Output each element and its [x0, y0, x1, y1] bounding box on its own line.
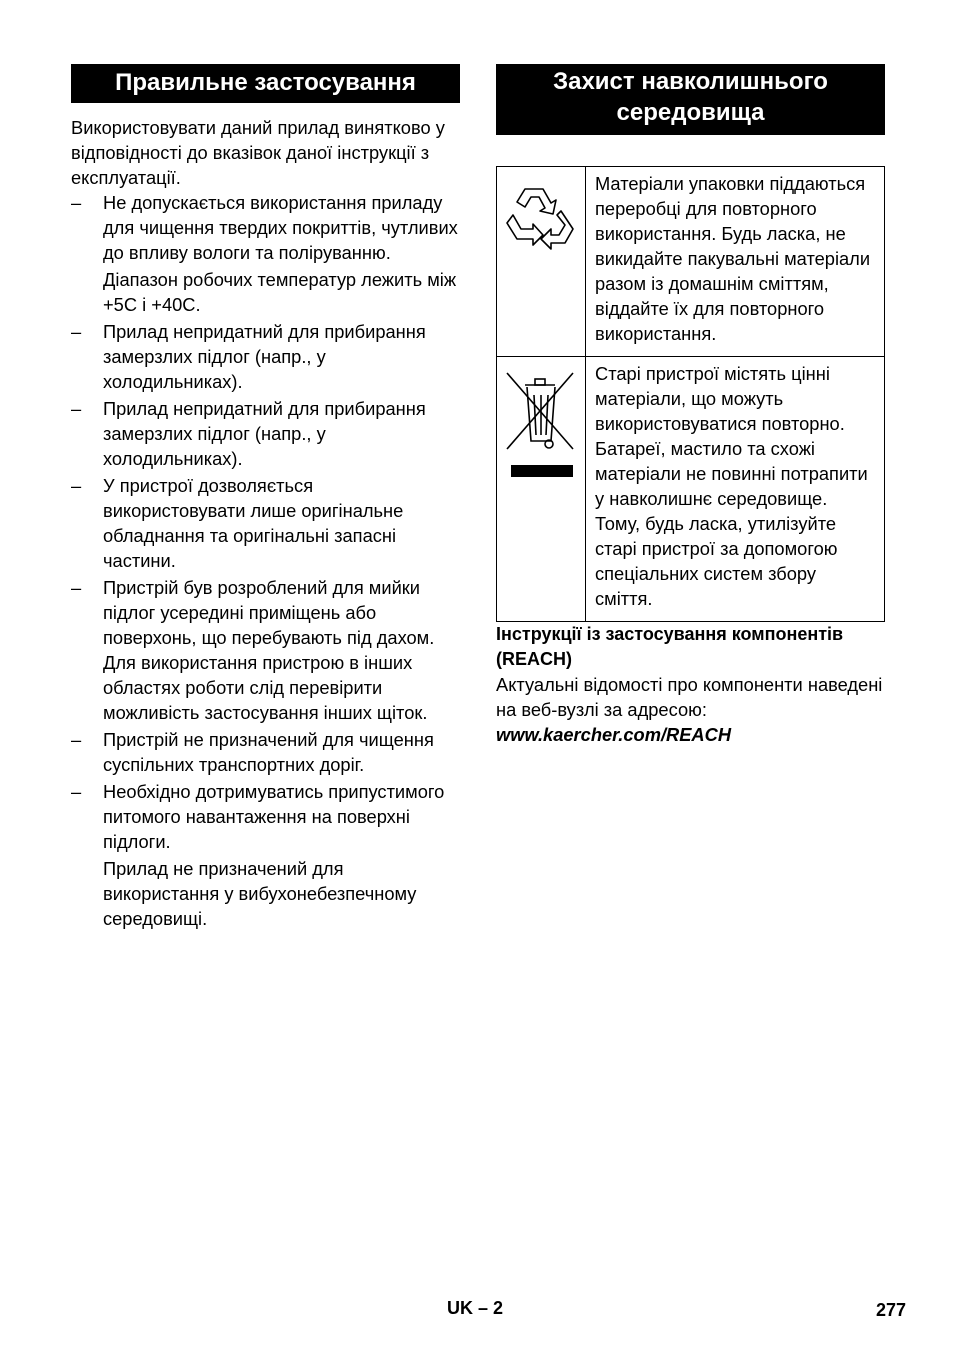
reach-heading: Інструкції із застосування компонентів (REACH)	[496, 624, 844, 669]
list-item: – У пристрої дозволяється використовувати лише оригінальне обладнання та оригінальні запасні частини.	[71, 475, 404, 571]
section-heading-proper-use: Правильне застосування	[71, 64, 460, 103]
list-item-note: Діапазон робочих температур лежить між +5С і +40С.	[103, 269, 457, 315]
packaging-recycle-text: Матеріали упаковки піддаються переробці для повторного використання. Будь ласка, не викидайте пакувальні матеріали разом із домашнім сміттям, віддайте їх для повторного використання.	[595, 173, 871, 344]
right-column	[496, 64, 885, 747]
table-row	[497, 357, 885, 622]
list-item: – Пристрій був розроблений для мийки підлог усередині приміщень або поверхонь, що перебувають під дахом. Для використання пристрою в інших областях роботи слід перевірити можливість застосування інших щіток.	[71, 577, 435, 723]
list-item: – Необхідно дотримуватись припустимого питомого навантаження на поверхні підлоги.	[71, 781, 445, 852]
recycle-icon	[503, 181, 579, 261]
usage-list	[71, 190, 460, 265]
text-cell	[586, 167, 885, 357]
icon-cell	[497, 357, 586, 622]
crossed-bin-icon	[503, 371, 579, 483]
table-row	[497, 167, 885, 357]
list-item-note: Прилад не призначений для використання у вибухонебезпечному середовищі.	[103, 858, 417, 929]
list-item: – Не допускається використання приладу для чищення твердих покриттів, чутливих до впливу вологи та поліруванню.	[71, 192, 458, 263]
text-cell	[586, 357, 885, 622]
reach-text: Актуальні відомості про компоненти наведені на веб-вузлі за адресою:	[496, 674, 883, 720]
list-item: – Прилад непридатний для прибирання замерзлих підлог (напр., у холодильниках).	[71, 321, 426, 392]
list-item: – Пристрій не призначений для чищення суспільних транспортних доріг.	[71, 729, 434, 775]
intro-paragraph: Використовувати даний прилад винятково у відповідності до вказівок даної інструкції з експлуатації.	[71, 117, 445, 188]
page-number: 277	[876, 1300, 907, 1320]
footer-language-page: UK – 2	[447, 1298, 504, 1318]
icon-cell	[497, 167, 586, 357]
old-devices-disposal-text: Старі пристрої містять цінні матеріали, що можуть використовуватися повторно. Батареї, мастило та схожі матеріали не повинні потрапити у навколишнє середовище. Тому, будь ласка, утилізуйте старі пристрої за допомогою спеціальних систем збору сміття.	[595, 363, 868, 609]
section-heading-environment: Захист навколишнього середовища	[496, 64, 885, 135]
usage-list	[71, 319, 460, 854]
environment-table	[496, 166, 885, 622]
list-item: – Прилад непридатний для прибирання замерзлих підлог (напр., у холодильниках).	[71, 398, 426, 469]
reach-link[interactable]: www.kaercher.com/REACH	[496, 724, 732, 745]
left-column	[71, 64, 460, 933]
